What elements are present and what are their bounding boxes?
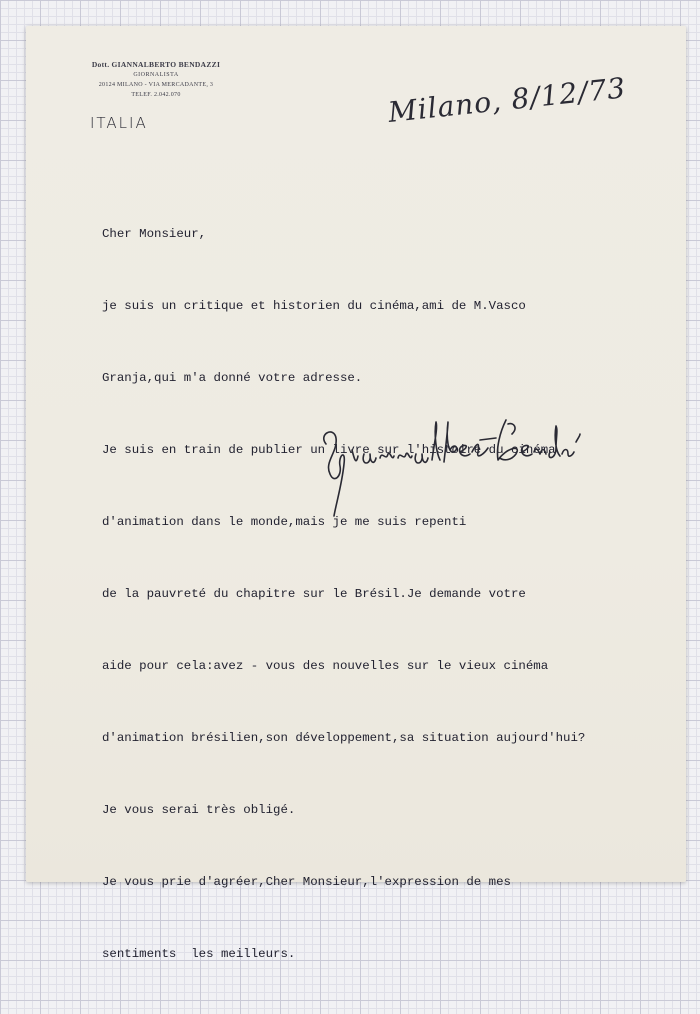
- handwritten-date: Milano, 8/12/73: [386, 71, 628, 129]
- handwritten-signature: [312, 404, 582, 524]
- letter-paper: [26, 26, 686, 961]
- handwritten-country: ITALIA: [90, 114, 148, 132]
- letter-line: Cher Monsieur,: [102, 227, 207, 241]
- letter-body: [102, 174, 642, 1014]
- letter-line: Je suis en train de publier un livre sur l'histoire du cinéma: [102, 443, 556, 457]
- letter-line: Je vous prie d'agréer,Cher Monsieur,l'expression de mes: [102, 875, 511, 889]
- letterhead-name: Dott. GIANNALBERTO BENDAZZI: [91, 60, 221, 69]
- letterhead-telephone: TELEF. 2.042.070: [131, 92, 181, 98]
- letter-line: aide pour cela:avez - vous des nouvelles sur le vieux cinéma: [102, 659, 549, 673]
- letter-line: sentiments les meilleurs.: [102, 947, 296, 961]
- letter-line: d'animation brésilien,son développement,sa situation aujourd'hui?: [102, 731, 586, 745]
- letter-line: je suis un critique et historien du cinéma,ami de M.Vasco: [102, 299, 526, 313]
- letter-line: Granja,qui m'a donné votre adresse.: [102, 371, 363, 385]
- letterhead-address: 20124 MILANO - VIA MERCADANTE, 3: [98, 82, 214, 88]
- letterhead-role: GIORNALISTA: [133, 72, 179, 78]
- letter-line: de la pauvreté du chapitre sur le Brésil.Je demande votre: [102, 587, 526, 601]
- letter-line: d'animation dans le monde,mais je me suis repenti: [102, 515, 467, 529]
- letterhead: [58, 60, 254, 100]
- letter-line: Je vous serai très obligé.: [102, 803, 296, 817]
